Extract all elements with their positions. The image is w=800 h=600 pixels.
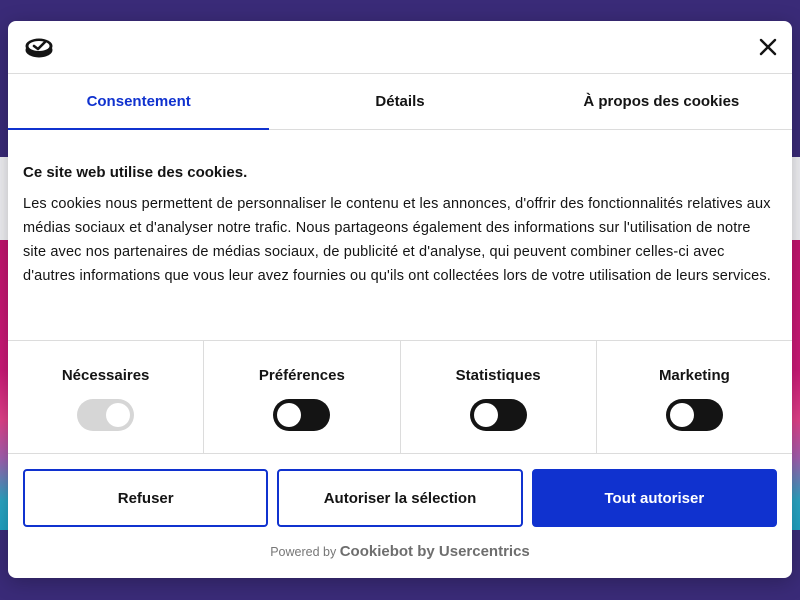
toggle-knob: [474, 403, 498, 427]
necessary-toggle: [77, 399, 134, 431]
toggle-knob: [670, 403, 694, 427]
powered-by-footer: [8, 543, 792, 560]
category-necessary: [8, 341, 204, 453]
allow-all-button[interactable]: Tout autoriser: [532, 469, 777, 527]
statistics-toggle[interactable]: [470, 399, 527, 431]
consent-content: [8, 130, 792, 340]
consent-title: Ce site web utilise des cookies.: [23, 164, 248, 181]
powered-by-label: Powered by: [270, 545, 337, 559]
tab-consent[interactable]: Consentement: [8, 74, 269, 129]
category-statistics: [401, 341, 597, 453]
tab-bar: [8, 74, 792, 130]
category-label: Statistiques: [455, 367, 541, 384]
category-marketing: [597, 341, 792, 453]
refuse-button[interactable]: Refuser: [23, 469, 268, 527]
category-label: Préférences: [258, 367, 345, 384]
cookiebot-logo-icon: [24, 35, 54, 59]
toggle-knob: [106, 403, 130, 427]
category-preferences: [204, 341, 400, 453]
category-toggles: [8, 340, 792, 454]
close-icon[interactable]: [756, 35, 780, 59]
tab-about-cookies[interactable]: À propos des cookies: [583, 93, 740, 110]
action-buttons: [8, 454, 792, 527]
marketing-toggle[interactable]: [666, 399, 723, 431]
preferences-toggle[interactable]: [273, 399, 330, 431]
category-label: Nécessaires: [61, 367, 150, 384]
dialog-header: [8, 21, 792, 74]
cookiebot-brand-link[interactable]: Cookiebot by Usercentrics: [339, 543, 530, 560]
category-label: Marketing: [658, 367, 730, 384]
consent-description: Les cookies nous permettent de personnaliser le contenu et les annonces, d'offrir des fonctionnalités relatives aux médias sociaux et d'analyser notre trafic. Nous partageons également des informations sur l'utilisation de notre site avec nos partenaires de médias sociaux, de publicité et d'analyse, qui peuvent combiner celles-ci avec d'autres informations que vous leur avez fournies ou qu'ils ont collectées lors de votre utilisation de leurs services.: [23, 196, 771, 284]
tab-details[interactable]: Détails: [375, 93, 425, 110]
toggle-knob: [277, 403, 301, 427]
allow-selection-button[interactable]: Autoriser la sélection: [277, 469, 522, 527]
cookie-consent-dialog: [8, 21, 792, 578]
